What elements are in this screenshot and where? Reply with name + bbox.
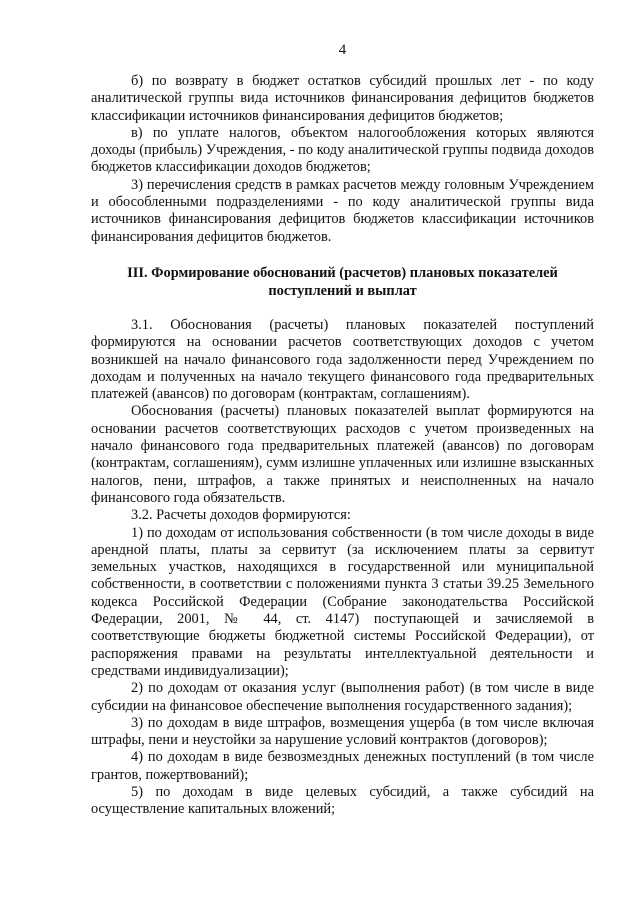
page-number: 4: [338, 42, 347, 58]
list-item-2-services-income: 2) по доходам от оказания услуг (выполнения работ) (в том числе в виде субсидии на финансовое обеспечение выполнения государственного задания);: [91, 680, 594, 714]
list-item-4-donations-income: 4) по доходам в виде безвозмездных денежных поступлений (в том числе грантов, пожертвований);: [91, 749, 594, 783]
section-heading: III. Формирование обоснований (расчетов) плановых показателей поступлений и выплат: [127, 264, 558, 299]
list-item-3-fines-income: 3) по доходам в виде штрафов, возмещения ущерба (в том числе включая штрафы, пени и неустойки за нарушение условий контрактов (договоров);: [91, 714, 594, 749]
paragraph-3-2-income-calc: 3.2. Расчеты доходов формируются:: [131, 507, 351, 524]
paragraph-b-return-subsidies: б) по возврату в бюджет остатков субсидий прошлых лет - по коду аналитической группы вида источников финансирования дефицитов бюджетов классификации источников финансирования дефицитов бюджетов;: [91, 73, 594, 124]
paragraph-3-1-receipts: 3.1. Обоснования (расчеты) плановых показателей поступлений формируются на основании расчетов соответствующих доходов с учетом возникшей на начало финансового года задолженности перед Учреждением по доходам и полученных на начало текущего финансового года предварительных платежей (авансов) по договорам (контрактам, соглашениям).: [91, 316, 594, 403]
list-item-1-property-income: 1) по доходам от использования собственности (в том числе доходы в виде арендной платы, платы за сервитут (за исключением платы за сервитут земельных участков, находящихся в государственной или муниципальной собственности, в соответствии с положениями пункта 3 статьи 39.25 Земельного кодекса Российской Федерации (Собрание законодательства Российской Федерации, 2001, № 44, ст. 4147) поступающей и зачисляемой в соответствующие бюджеты бюджетной системы Российской Федерации), от распоряжения правами на результаты интеллектуальной деятельности и средствами индивидуализации);: [91, 524, 594, 679]
paragraph-v-tax-payment: в) по уплате налогов, объектом налогообложения которых являются доходы (прибыль) Учреждения, - по коду аналитической группы подвида доходов бюджетов классификации доходов бюджетов;: [91, 124, 594, 176]
paragraph-payments-basis: Обоснования (расчеты) плановых показателей выплат формируются на основании расчетов соответствующих расходов с учетом произведенных на начало финансового года предварительных платежей (авансов) по договорам (контрактам, соглашениям), сумм излишне уплаченных или излишне взысканных налогов, пени, штрафов, а также принятых и неисполненных на начало финансового года обязательств.: [91, 403, 594, 506]
list-item-5-targeted-subsidies: 5) по доходам в виде целевых субсидий, а также субсидий на осуществление капитальных вложений;: [91, 783, 594, 818]
paragraph-3-transfers: 3) перечисления средств в рамках расчетов между головным Учреждением и обособленными подразделениями - по коду аналитической группы вида источников финансирования дефицитов бюджетов классификации источников финансирования дефицитов бюджетов.: [91, 176, 594, 245]
